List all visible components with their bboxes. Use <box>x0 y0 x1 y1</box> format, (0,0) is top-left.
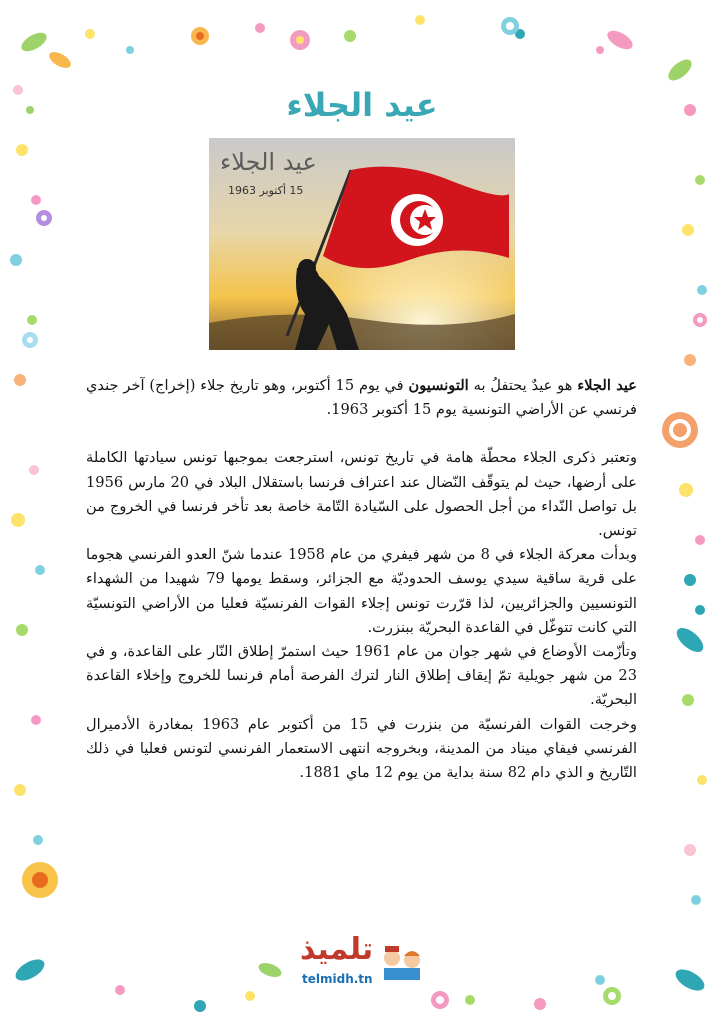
body-paragraph: وبدأت معركة الجلاء في 8 من شهر فيفري من عام 1958 عندما شنّ العدو الفرنسي هجوما على قرية ساقية سيدي يوسف الحدوديّة مع الجزائر، وسقط يومها 79 شهيدا من الشهداء التونسيين والجزائريين، لذا قرّرت تونس إجلاء القوات الفرنسيّة فعليا من الأراضي التونسيّة التي كانت تتوغّل في القاعدة البحريّة ببنزرت. <box>86 546 638 636</box>
body-paragraph: وتأزّمت الأوضاع في شهر جوان من عام 1961 حيث استمرّ إطلاق النّار على القاعدة، و في 23 من شهر جويلية تمّ إيقاف إطلاق النار لترك الفرصة أمام فرنسا للخروج وإخلاء القاعدة البحريّة. <box>86 643 637 709</box>
logo-url: telmidh.tn <box>302 972 373 986</box>
text-segment: هو عيدٌ يحتفلُ به <box>468 377 578 394</box>
photo-caption-title: عيد الجلاء <box>220 148 317 176</box>
body-paragraph: وخرجت القوات الفرنسيّة من بنزرت في 15 من أكتوبر عام 1963 بمغادرة الأدميرال الفرنسي فيفاي ميناد من المدينة، وبخروجه انتهى الاستعمار الفرنسي لتونس فعليا في ذلك التّاريخ و الذي دام 82 سنة بداية من يوم 12 ماي 1881. <box>86 715 638 782</box>
photo-caption-date: 15 أكتوبر 1963 <box>228 184 304 197</box>
bold-term: التونسيون <box>408 377 469 394</box>
text-segment: في يوم 15 أكتوبر، وهو تاريخ جلاء (إخراج) آخر جندي فرنسي عن الأراضي التونسية يوم 15 أكتوبر 1963. <box>86 377 637 419</box>
body-paragraph: وتعتبر ذكرى الجلاء محطّة هامة في تاريخ تونس، استرجعت بموجبها تونس سيادتها الكاملة على أرضها، حيث لم يتوقّف النّضال عند اعتراف فرنسا باستقلال البلاد في 20 مارس 1956 بل تواصل النّداء من أجل الحصول على السّيادة التّامة خاصة بعد تأخر فرنسا في الخروج من تونس. <box>86 449 637 540</box>
bold-term: عيد الجلاء <box>577 377 637 394</box>
logo-arabic: تلميذ <box>300 932 374 967</box>
article-body <box>86 374 637 785</box>
intro-paragraph <box>86 374 637 422</box>
page-title: عيد الجلاء <box>286 86 438 124</box>
paragraph-gap <box>86 422 637 446</box>
